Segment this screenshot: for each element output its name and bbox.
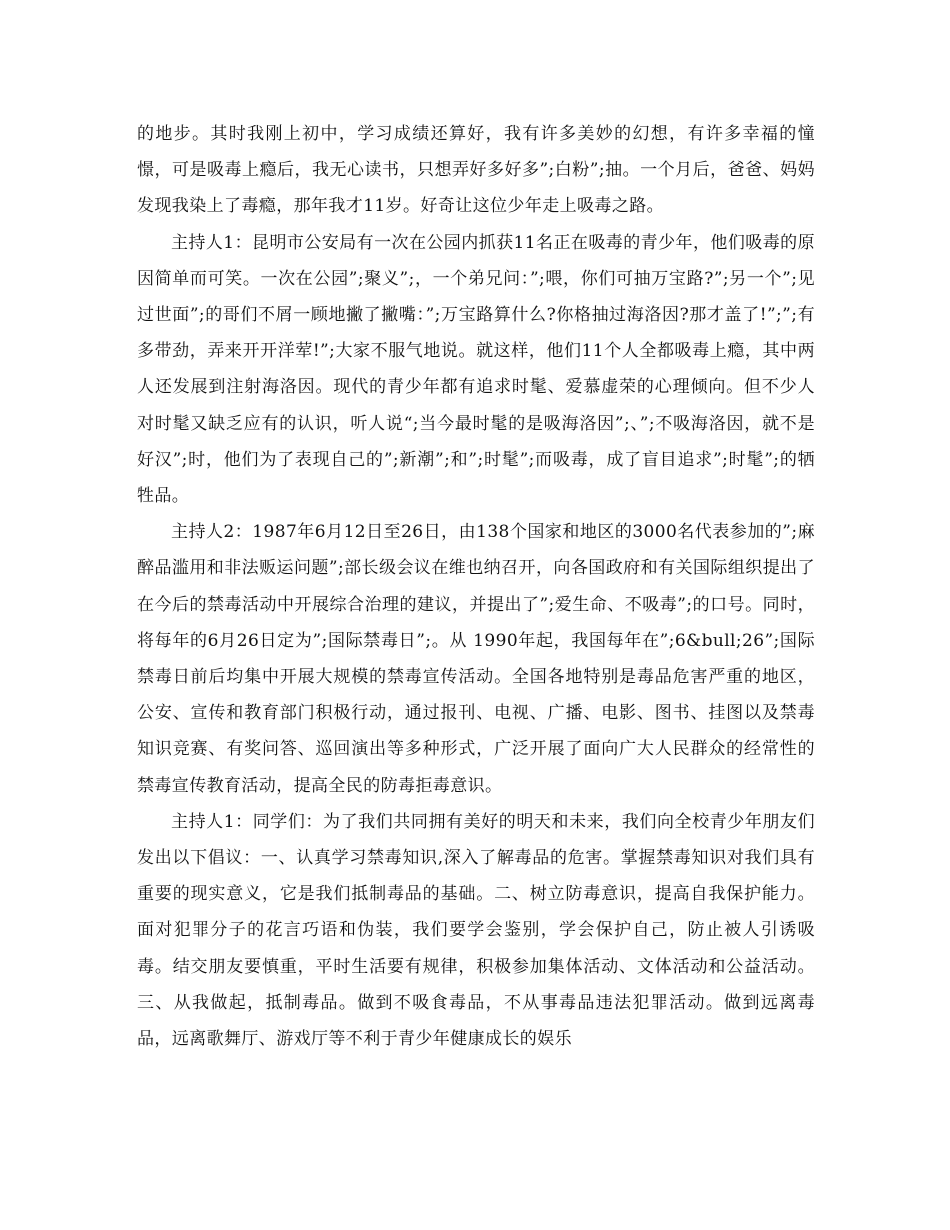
document-page xyxy=(137,116,815,1057)
paragraph-host2-drug-day: 主持人2：1987年6月12日至26日，由138个国家和地区的3000名代表参加的”;麻醉品滥用和非法贩运问题”;部长级会议在维也纳召开，向各国政府和有关国际组织提出了在今后的禁毒活动中开展综合治理的建议，并提出了”;爱生命、不吸毒”;的口号。同时，将每年的6月26日定为”;国际禁毒日”;。从 1990年起，我国每年在”;6&bull;26”;国际禁毒日前后均集中开展大规模的禁毒宣传活动。全国各地特别是毒品危害严重的地区，公安、宣传和教育部门积极行动，通过报刊、电视、广播、电影、图书、挂图以及禁毒知识竞赛、有奖问答、巡回演出等多种形式，广泛开展了面向广大人民群众的经常性的禁毒宣传教育活动，提高全民的防毒拒毒意识。 xyxy=(137,522,815,796)
paragraph-host1-proposal: 主持人1：同学们：为了我们共同拥有美好的明天和未来，我们向全校青少年朋友们发出以下倡议：一、认真学习禁毒知识,深入了解毒品的危害。掌握禁毒知识对我们具有重要的现实意义，它是我们抵制毒品的基础。二、树立防毒意识，提高自我保护能力。面对犯罪分子的花言巧语和伪装，我们要学会鉴别，学会保护自己，防止被人引诱吸毒。结交朋友要慎重，平时生活要有规律，积极参加集体活动、文体活动和公益活动。三、从我做起，抵制毒品。做到不吸食毒品，不从事毒品违法犯罪活动。做到远离毒品，远离歌舞厅、游戏厅等不利于青少年健康成长的娱乐 xyxy=(137,811,815,1050)
paragraph-continuation: 的地步。其时我刚上初中，学习成绩还算好，我有许多美妙的幻想，有许多幸福的憧憬，可是吸毒上瘾后，我无心读书，只想弄好多好多”;白粉”;抽。一个月后，爸爸、妈妈发现我染上了毒瘾，那年我才11岁。好奇让这位少年走上吸毒之路。 xyxy=(137,124,815,217)
paragraph-host1-kunming: 主持人1：昆明市公安局有一次在公园内抓获11名正在吸毒的青少年，他们吸毒的原因简单而可笑。一次在公园”;聚义”;，一个弟兄问：”;喂，你们可抽万宝路?”;另一个”;见过世面”;的哥们不屑一顾地撇了撇嘴：”;万宝路算什么?你格抽过海洛因?那才盖了!”;”;有多带劲，弄来开开洋荤!”;大家不服气地说。就这样，他们11个人全都吸毒上瘾，其中两人还发展到注射海洛因。现代的青少年都有追求时髦、爱慕虚荣的心理倾向。但不少人对时髦又缺乏应有的认识，听人说“;当今最时髦的是吸海洛因”;、”;不吸海洛因，就不是好汉”;时，他们为了表现自己的”;新潮”;和”;时髦”;而吸毒，成了盲目追求”;时髦”;的牺牲品。 xyxy=(137,232,815,507)
